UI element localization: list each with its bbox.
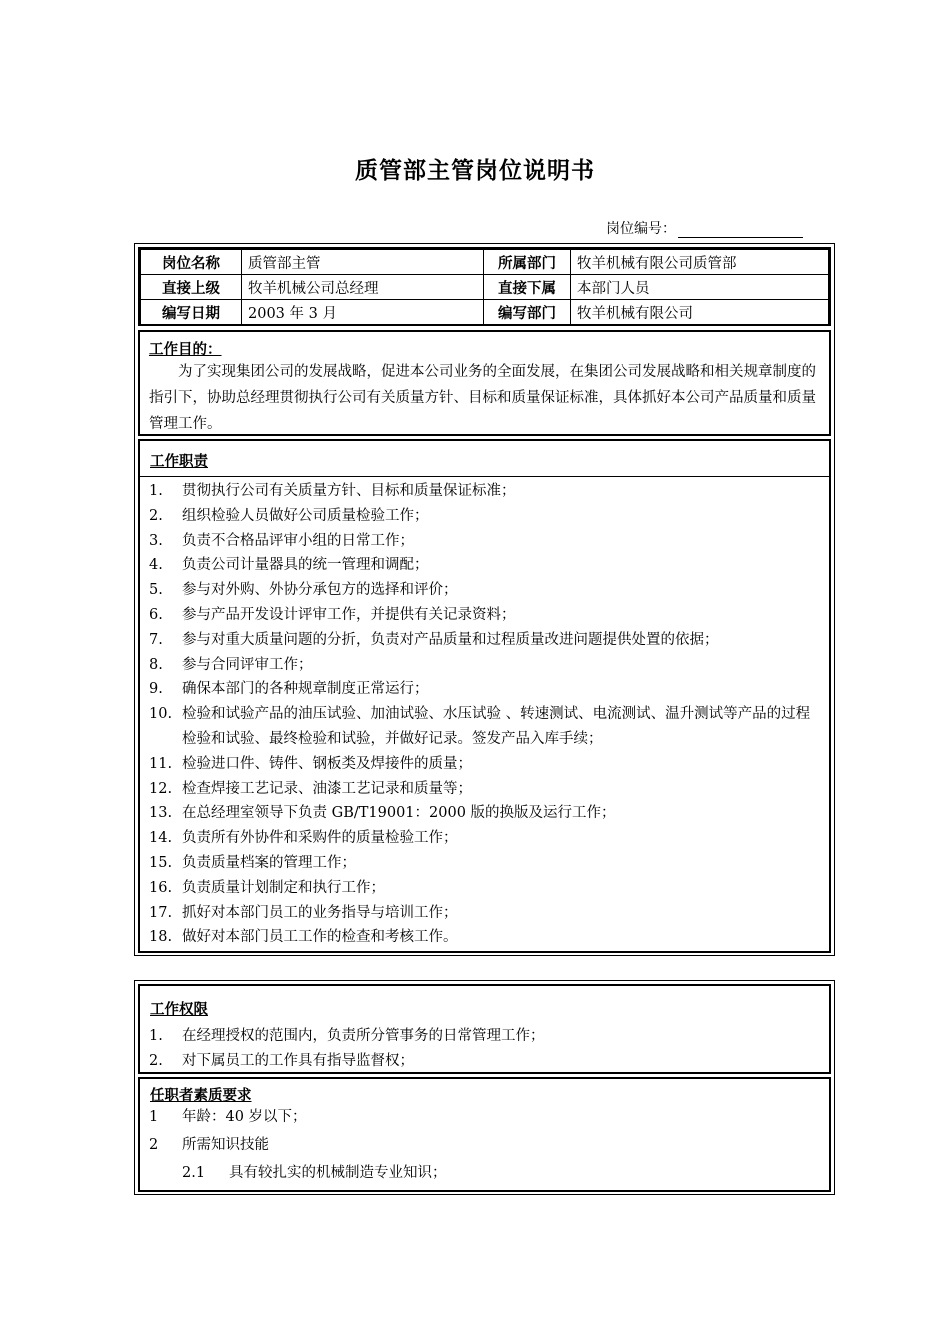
purpose-text: 为了实现集团公司的发展战略，促进本公司业务的全面发展，在集团公司发展战略和相关规章制度的指引下，协助总经理贯彻执行公司有关质量方针、目标和质量保证标准，具体抓好本公司产品质量和质量管理工作。 [149, 364, 816, 432]
info-row [141, 275, 829, 300]
list-item-text: 参与对重大质量问题的分折，负责对产品质量和过程质量改进问题提供处置的依据； [182, 631, 719, 648]
list-item-text: 贯彻执行公司有关质量方针、目标和质量保证标准； [182, 483, 516, 499]
info-value: 2003 年 3 月 [242, 300, 484, 325]
purpose-heading: 工作目的： [149, 342, 222, 358]
qualifications-heading: 任职者素质要求 [150, 1088, 252, 1104]
list-item [149, 702, 823, 752]
list-item-number: 15. [149, 854, 173, 871]
list-item [149, 504, 823, 529]
post-number [606, 218, 803, 238]
qualifications-list [149, 1103, 823, 1187]
list-item [149, 925, 823, 950]
purpose-section [138, 330, 831, 436]
list-item-text: 做好对本部门员工工作的检查和考核工作。 [182, 929, 458, 946]
info-label: 所属部门 [484, 250, 571, 275]
list-subitem [149, 1159, 823, 1187]
list-item-number: 8. [149, 656, 163, 673]
list-item-number: 13. [149, 805, 173, 822]
list-item-text: 负责公司计量器具的统一管理和调配； [182, 557, 429, 574]
authority-section [138, 984, 831, 1074]
page-title: 质管部主管岗位说明书 [355, 158, 595, 184]
list-item-number: 1 [149, 1109, 159, 1125]
list-item-text: 所需知识技能 [182, 1137, 269, 1153]
list-item-number: 7. [149, 631, 163, 648]
list-item-number: 5. [149, 582, 163, 599]
list-item-text: 负责所有外协件和采购件的质量检验工作； [182, 830, 458, 847]
info-label: 岗位名称 [141, 250, 242, 275]
list-item-text: 负责不合格品评审小组的日常工作； [182, 532, 414, 549]
list-item-number: 14. [149, 830, 173, 847]
list-item [149, 677, 823, 702]
duties-divider [140, 476, 829, 477]
authority-heading: 工作权限 [150, 1002, 208, 1018]
list-item-text: 抓好对本部门员工的业务指导与培训工作； [182, 904, 458, 921]
info-row [141, 300, 829, 325]
info-label: 直接上级 [141, 275, 242, 300]
list-item-number: 2. [149, 507, 163, 524]
list-item [149, 777, 823, 802]
list-item [149, 553, 823, 578]
list-item-number: 12. [149, 780, 173, 797]
list-item-text: 在经理授权的范围内，负责所分管事务的日常管理工作； [182, 1028, 545, 1044]
main-block [134, 243, 835, 956]
list-item-text: 检查焊接工艺记录、油漆工艺记录和质量等； [182, 780, 472, 797]
list-item-number: 2. [149, 1052, 163, 1069]
info-value: 牧羊机械公司总经理 [242, 275, 484, 300]
duties-heading: 工作职责 [150, 454, 208, 470]
duties-section [138, 439, 831, 953]
info-value: 质管部主管 [242, 250, 484, 275]
duties-list [149, 479, 823, 950]
list-item [149, 479, 823, 504]
info-value: 本部门人员 [571, 275, 829, 300]
list-item [149, 901, 823, 926]
list-subitem-number: 2.1 [182, 1165, 206, 1181]
list-item [149, 1049, 823, 1074]
list-item-text: 确保本部门的各种规章制度正常运行； [182, 681, 429, 698]
list-item-number: 6. [149, 606, 163, 623]
list-item [149, 1131, 823, 1159]
list-item-text: 检验和试验产品的油压试验、加油试验、水压试验 、转速测试、电流测试、温升测试等产品的过程检验和试验、最终检验和试验，并做好记录。签发产品入库手续； [182, 706, 811, 747]
list-item [149, 1103, 823, 1131]
secondary-block [134, 980, 835, 1195]
info-label: 直接下属 [484, 275, 571, 300]
authority-list [149, 1024, 823, 1073]
list-item [149, 876, 823, 901]
info-value: 牧羊机械有限公司质管部 [571, 250, 829, 275]
list-item-text: 对下属员工的工作具有指导监督权； [182, 1052, 414, 1069]
list-item-number: 10. [149, 706, 173, 723]
list-item-text: 负责质量档案的管理工作； [182, 854, 356, 871]
info-label: 编写部门 [484, 300, 571, 325]
list-item-text: 在总经理室领导下负责 GB/T19001：2000 版的换版及运行工作； [182, 805, 616, 822]
info-table-frame [138, 247, 831, 326]
list-item-number: 9. [149, 681, 163, 698]
list-item-number: 2 [149, 1137, 159, 1153]
list-item-number: 1. [149, 1028, 163, 1044]
info-row [141, 250, 829, 275]
list-item [149, 628, 823, 653]
list-item [149, 752, 823, 777]
list-item [149, 826, 823, 851]
list-item-text: 负责质量计划制定和执行工作； [182, 879, 385, 896]
list-item-text: 参与产品开发设计评审工作，并提供有关记录资料； [182, 606, 516, 623]
list-item [149, 801, 823, 826]
qualifications-section [138, 1077, 831, 1192]
list-item [149, 1024, 823, 1049]
list-item-number: 3. [149, 532, 163, 549]
list-item-number: 17. [149, 904, 173, 921]
post-number-label: 岗位编号： [606, 221, 676, 237]
list-item-number: 4. [149, 557, 163, 574]
list-item [149, 603, 823, 628]
list-item [149, 851, 823, 876]
info-value: 牧羊机械有限公司 [571, 300, 829, 325]
post-number-blank [678, 223, 803, 238]
info-table [140, 249, 829, 325]
list-item-text: 组织检验人员做好公司质量检验工作； [182, 507, 429, 524]
list-item [149, 578, 823, 603]
list-item-number: 16. [149, 879, 173, 896]
list-item-text: 参与对外购、外协分承包方的选择和评价； [182, 582, 458, 599]
list-item-number: 11. [149, 755, 173, 772]
info-label: 编写日期 [141, 300, 242, 325]
list-item-text: 检验进口件、铸件、钢板类及焊接件的质量； [182, 755, 472, 772]
list-item-number: 18. [149, 929, 173, 946]
list-item-number: 1. [149, 483, 163, 499]
list-subitem-text: 具有较扎实的机械制造专业知识； [229, 1165, 447, 1181]
list-item-text: 参与合同评审工作； [182, 656, 313, 673]
list-item-text: 年龄：40 岁以下； [182, 1109, 307, 1125]
list-item [149, 653, 823, 678]
list-item [149, 529, 823, 554]
